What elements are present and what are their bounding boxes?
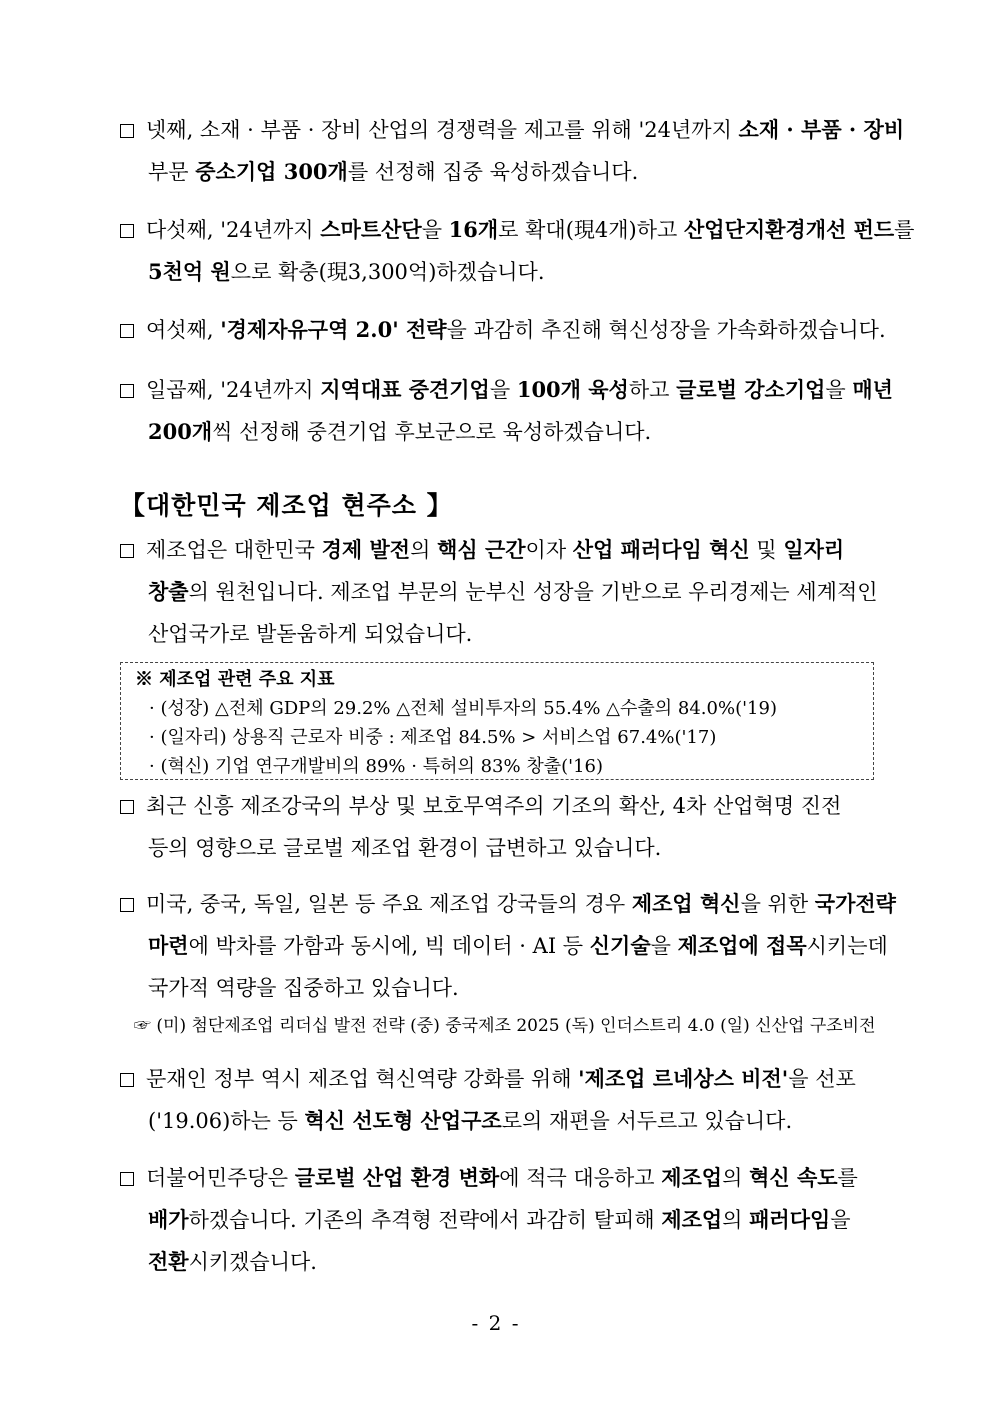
- body-text: 를 선정해 집중 육성하겠습니다.: [347, 160, 639, 184]
- emphasis-text: 산업단지환경개선 펀드: [684, 217, 895, 242]
- checkbox-bullet-icon: [120, 800, 134, 814]
- body-text: 및: [749, 538, 784, 562]
- emphasis-text: '경제자유구역 2.0' 전략: [220, 317, 447, 342]
- indicator-note-box: [120, 662, 874, 780]
- paragraph-global-environment: [120, 785, 876, 869]
- emphasis-text: 200개: [148, 419, 213, 444]
- emphasis-text: 지역대표 중견기업: [320, 377, 490, 402]
- body-text: 을: [421, 218, 449, 242]
- checkbox-bullet-icon: [120, 1172, 134, 1186]
- paragraph-line: [120, 529, 876, 571]
- body-text: 일곱째, '24년까지: [146, 378, 321, 402]
- emphasis-text: 혁신 선도형 산업구조: [304, 1108, 502, 1133]
- body-text: 문재인 정부 역시 제조업 혁신역량 강화를 위해: [146, 1067, 579, 1091]
- body-text: 의: [722, 1166, 750, 1190]
- body-text: 최근 신흥 제조강국의 부상 및 보호무역주의 기조의 확산, 4차 산업혁명 진전: [146, 794, 842, 818]
- country-strategy-footnote: ☞ (미) 첨단제조업 리더십 발전 전략 (중) 중국제조 2025 (독) 인더스트리 4.0 (일) 신산업 구조비전: [134, 1016, 876, 1036]
- emphasis-text: 전환: [148, 1249, 189, 1274]
- paragraph-renaissance-vision: [120, 1058, 876, 1142]
- emphasis-text: 글로벌 산업 환경 변화: [294, 1165, 500, 1190]
- paragraph-line: [120, 309, 886, 351]
- paragraph-smart-industrial-complex: [120, 209, 915, 293]
- emphasis-text: '제조업 르네상스 비전': [578, 1066, 789, 1091]
- note-item-innovation: · (혁신) 기업 연구개발비의 89% · 특허의 83% 창출('16): [149, 756, 603, 777]
- emphasis-text: 중소기업 300개: [195, 159, 348, 184]
- paragraph-line: [120, 925, 888, 967]
- emphasis-text: 스마트산단: [320, 217, 422, 242]
- body-text: 을: [825, 378, 853, 402]
- paragraph-line: [120, 109, 905, 151]
- emphasis-text: 혁신 속도: [749, 1165, 838, 1190]
- paragraph-materials-parts: [120, 109, 905, 193]
- paragraph-line: [120, 1157, 876, 1199]
- note-item-jobs: · (일자리) 상용직 근로자 비중 : 제조업 84.5% > 서비스업 67.4%('17): [149, 727, 717, 748]
- body-text: 국가적 역량을 집중하고 있습니다.: [148, 976, 459, 1000]
- paragraph-line: [120, 613, 876, 655]
- body-text: 시키겠습니다.: [188, 1250, 317, 1274]
- paragraph-line: [120, 251, 876, 293]
- body-text: 을 과감히 추진해 혁신성장을 가속화하겠습니다.: [446, 318, 886, 342]
- body-text: 을 선포: [788, 1067, 856, 1091]
- paragraph-party-commitment: [120, 1157, 876, 1283]
- checkbox-bullet-icon: [120, 384, 134, 398]
- emphasis-text: 16개: [448, 217, 499, 242]
- checkbox-bullet-icon: [120, 224, 134, 238]
- body-text: 여섯째,: [146, 318, 221, 342]
- paragraph-line: [120, 1199, 876, 1241]
- paragraph-manufacturing-foundation: [120, 529, 876, 655]
- paragraph-line: [120, 1100, 876, 1142]
- body-text: 의: [410, 538, 438, 562]
- paragraph-line: [120, 151, 876, 193]
- paragraph-line: [120, 1241, 876, 1283]
- emphasis-text: 매년: [852, 377, 893, 402]
- body-text: 을 위한: [740, 892, 815, 916]
- body-text: 을: [650, 934, 678, 958]
- note-item-growth: · (성장) △전체 GDP의 29.2% △전체 설비투자의 55.4% △수출의 84.0%('19): [149, 698, 777, 719]
- emphasis-text: 제조업 혁신: [631, 891, 741, 916]
- body-text: 에 박차를 가함과 동시에, 빅 데이터 · AI 등: [188, 934, 590, 958]
- emphasis-text: 신기술: [589, 933, 651, 958]
- emphasis-text: 제조업에 접목: [677, 933, 807, 958]
- emphasis-text: 산업 패러다임 혁신: [572, 537, 750, 562]
- paragraph-line: [120, 411, 876, 453]
- paragraph-line: [120, 571, 876, 613]
- body-text: 을: [830, 1208, 851, 1232]
- emphasis-text: 제조업: [661, 1207, 723, 1232]
- emphasis-text: 제조업: [661, 1165, 723, 1190]
- body-text: 로의 재편을 서두르고 있습니다.: [501, 1109, 793, 1133]
- emphasis-text: 창출: [148, 579, 189, 604]
- paragraph-line: [120, 883, 896, 925]
- paragraph-free-economic-zone: [120, 309, 886, 351]
- body-text: 의 원천입니다. 제조업 부문의 눈부신 성장을 기반으로 우리경제는 세계적인: [188, 580, 878, 604]
- note-box-title: ※ 제조업 관련 주요 지표: [135, 669, 335, 690]
- body-text: 미국, 중국, 독일, 일본 등 주요 제조업 강국들의 경우: [146, 892, 632, 916]
- body-text: 로 확대(現4개)하고: [498, 218, 684, 242]
- body-text: 씩 선정해 중견기업 후보군으로 육성하겠습니다.: [212, 420, 652, 444]
- body-text: 를: [894, 218, 915, 242]
- body-text: 하고: [628, 378, 677, 402]
- checkbox-bullet-icon: [120, 324, 134, 338]
- emphasis-text: 배가: [148, 1207, 189, 1232]
- page-number: - 2 -: [471, 1311, 521, 1335]
- emphasis-text: 일자리: [783, 537, 845, 562]
- emphasis-text: 마련: [148, 933, 189, 958]
- body-text: 을: [489, 378, 517, 402]
- emphasis-text: 5천억 원: [148, 259, 231, 284]
- body-text: 넷째, 소재 · 부품 · 장비 산업의 경쟁력을 제고를 위해 '24년까지: [146, 118, 739, 142]
- body-text: 부문: [148, 160, 196, 184]
- body-text: 를: [837, 1166, 858, 1190]
- body-text: 시키는데: [806, 934, 888, 958]
- paragraph-line: [120, 209, 915, 251]
- paragraph-line: [120, 827, 876, 869]
- emphasis-text: 핵심 근간: [437, 537, 526, 562]
- emphasis-text: 소재 · 부품 · 장비: [738, 117, 905, 142]
- paragraph-line: [120, 967, 876, 1009]
- paragraph-mid-sized-companies: [120, 369, 893, 453]
- emphasis-text: 글로벌 강소기업: [676, 377, 826, 402]
- body-text: 등의 영향으로 글로벌 제조업 환경이 급변하고 있습니다.: [148, 836, 662, 860]
- paragraph-major-countries: [120, 883, 896, 1009]
- emphasis-text: 경제 발전: [321, 537, 411, 562]
- checkbox-bullet-icon: [120, 124, 134, 138]
- checkbox-bullet-icon: [120, 544, 134, 558]
- checkbox-bullet-icon: [120, 1073, 134, 1087]
- checkbox-bullet-icon: [120, 898, 134, 912]
- paragraph-line: [120, 1058, 876, 1100]
- body-text: 으로 확충(現3,300억)하겠습니다.: [230, 260, 545, 284]
- body-text: 에 적극 대응하고: [499, 1166, 662, 1190]
- body-text: 다섯째, '24년까지: [146, 218, 321, 242]
- emphasis-text: 국가전략: [814, 891, 896, 916]
- body-text: 산업국가로 발돋움하게 되었습니다.: [148, 622, 473, 646]
- body-text: 의: [722, 1208, 750, 1232]
- body-text: ('19.06)하는 등: [148, 1109, 305, 1133]
- emphasis-text: 100개 육성: [516, 377, 629, 402]
- body-text: 이자: [525, 538, 573, 562]
- section-title: 【대한민국 제조업 현주소 】: [120, 491, 453, 520]
- emphasis-text: 패러다임: [749, 1207, 831, 1232]
- paragraph-line: [120, 369, 893, 411]
- body-text: 제조업은 대한민국: [146, 538, 322, 562]
- body-text: 하겠습니다. 기존의 추격형 전략에서 과감히 탈피해: [188, 1208, 662, 1232]
- paragraph-line: [120, 785, 876, 827]
- body-text: 더불어민주당은: [146, 1166, 295, 1190]
